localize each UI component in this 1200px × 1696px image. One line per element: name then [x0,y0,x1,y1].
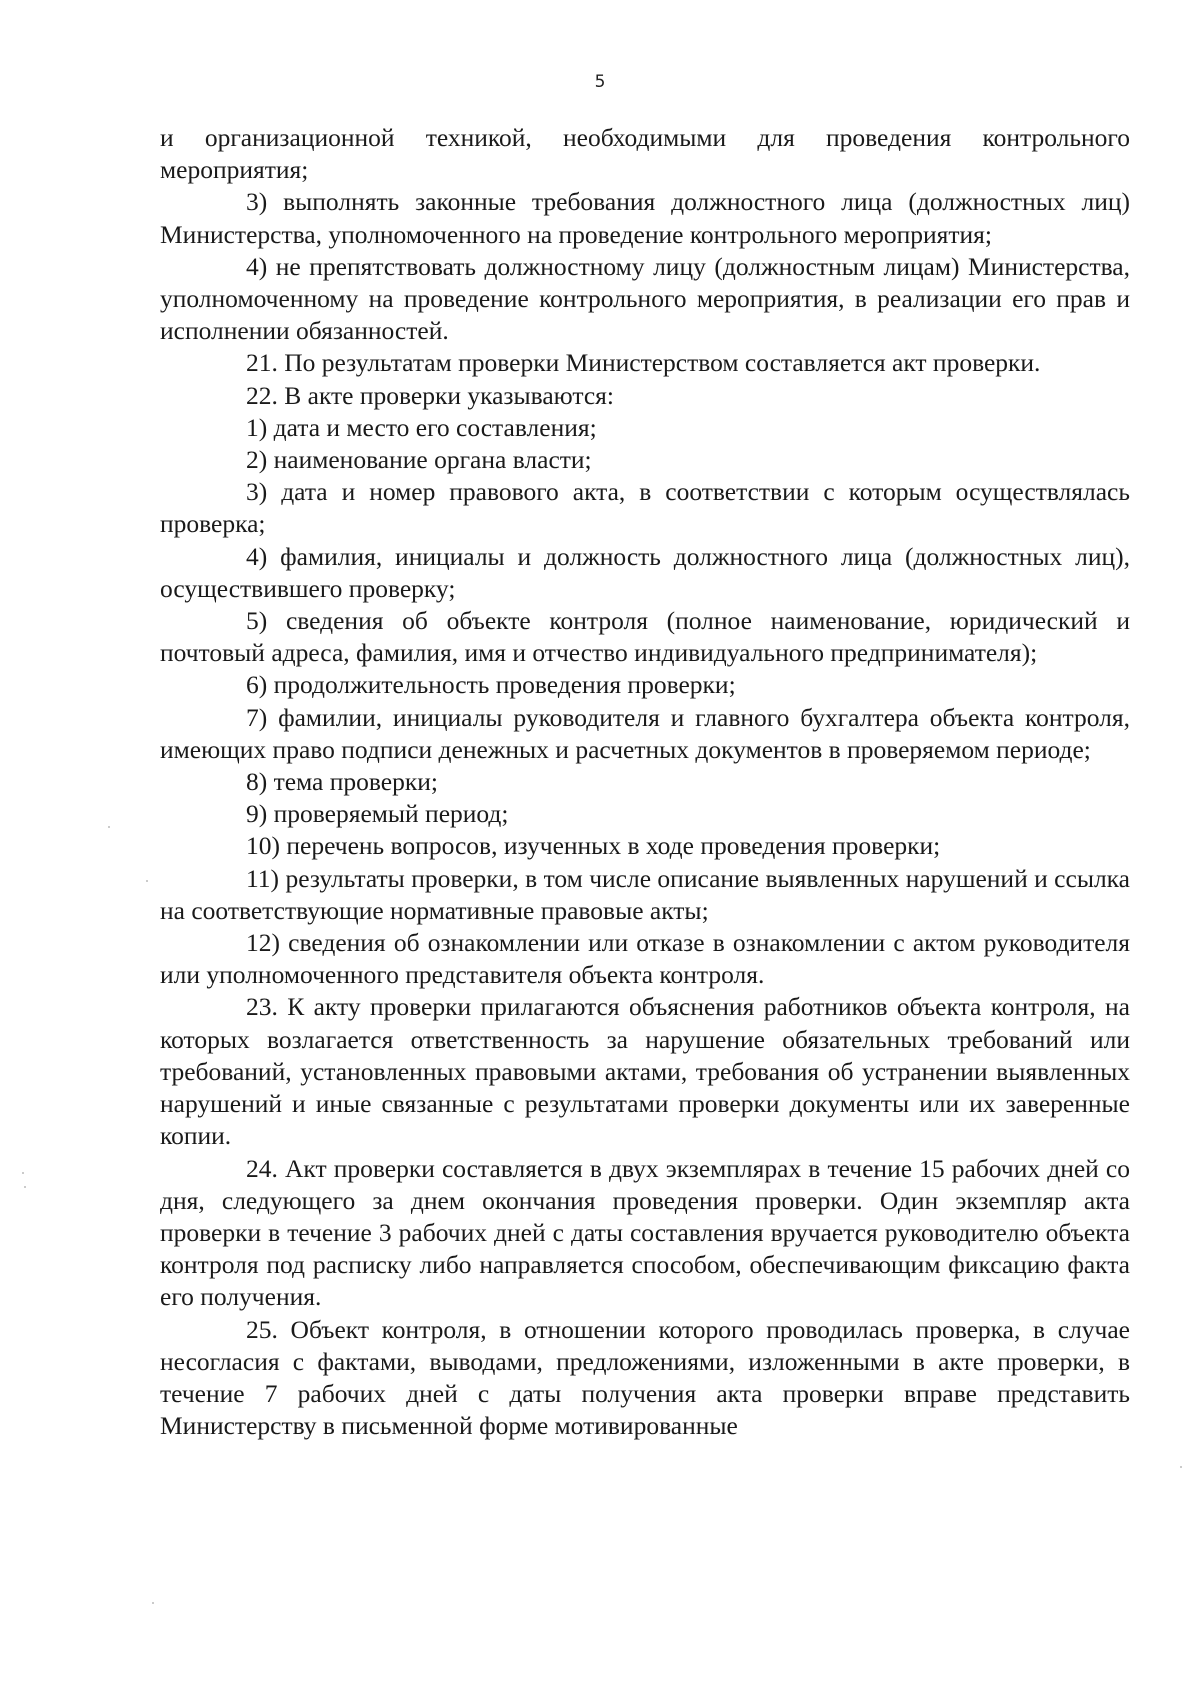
scan-speck [22,1172,24,1174]
paragraph: 4) фамилия, инициалы и должность должностного лица (должностных лиц), осуществившего проверку; [160,541,1130,603]
scan-speck [108,826,110,828]
paragraph: 8) тема проверки; [246,767,438,797]
paragraph: 1) дата и место его составления; [246,412,597,442]
paragraph: 25. Объект контроля, в отношении которого проводилась проверка, в случае несогласия с фактами, выводами, предложениями, изложенными в акте проверки, в течение 7 рабочих дней с даты получения акта проверки вправе представить Министерству в письменной форме мотивированные [160,1314,1130,1441]
paragraph: 3) выполнять законные требования должностного лица (должностных лиц) Министерства, уполномоченного на проведение контрольного мероприятия; [160,187,1130,249]
paragraph: 11) результаты проверки, в том числе описание выявленных нарушений и ссылка на соответствующие нормативные правовые акты; [160,863,1130,925]
paragraph: 21. По результатам проверки Министерством составляется акт проверки. [246,348,1041,378]
paragraph: и организационной техникой, необходимыми для проведения контрольного мероприятия; [160,123,1130,185]
paragraph: 5) сведения об объекте контроля (полное наименование, юридический и почтовый адреса, фамилия, имя и отчество индивидуального предпринимателя); [160,606,1130,668]
scan-speck [24,1186,26,1188]
scan-speck [152,1602,154,1604]
paragraph: 3) дата и номер правового акта, в соответствии с которым осуществлялась проверка; [160,477,1130,539]
paragraph: 6) продолжительность проведения проверки; [246,670,736,700]
paragraph: 2) наименование органа власти; [246,445,592,475]
paragraph: 7) фамилии, инициалы руководителя и главного бухгалтера объекта контроля, имеющих право подписи денежных и расчетных документов в проверяемом периоде; [160,702,1130,764]
paragraph: 10) перечень вопросов, изученных в ходе проведения проверки; [246,831,941,861]
scan-speck [146,880,148,882]
paragraph: 23. К акту проверки прилагаются объяснения работников объекта контроля, на которых возлагается ответственность за нарушение обязательных требований или требований, установленных правовыми актами, требования об устранении выявленных нарушений и иные связанные с результатами проверки документы или их заверенные копии. [160,992,1130,1151]
page-number: 5 [594,72,606,92]
paragraph: 24. Акт проверки составляется в двух экземплярах в течение 15 рабочих дней со дня, следующего за днем окончания проведения проверки. Один экземпляр акта проверки в течение 3 рабочих дней с даты составления вручается руководителю объекта контроля под расписку либо направляется способом, обеспечивающим фиксацию факта его получения. [160,1153,1130,1312]
paragraph: 12) сведения об ознакомлении или отказе в ознакомлении с актом руководителя или уполномоченного представителя объекта контроля. [160,928,1130,990]
scan-speck [1180,1466,1182,1468]
document-body [160,122,1130,1442]
paragraph: 4) не препятствовать должностному лицу (должностным лицам) Министерства, уполномоченному на проведение контрольного мероприятия, в реализации его прав и исполнении обязанностей. [160,251,1130,346]
paragraph: 22. В акте проверки указываются: [246,380,614,410]
paragraph: 9) проверяемый период; [246,799,509,829]
